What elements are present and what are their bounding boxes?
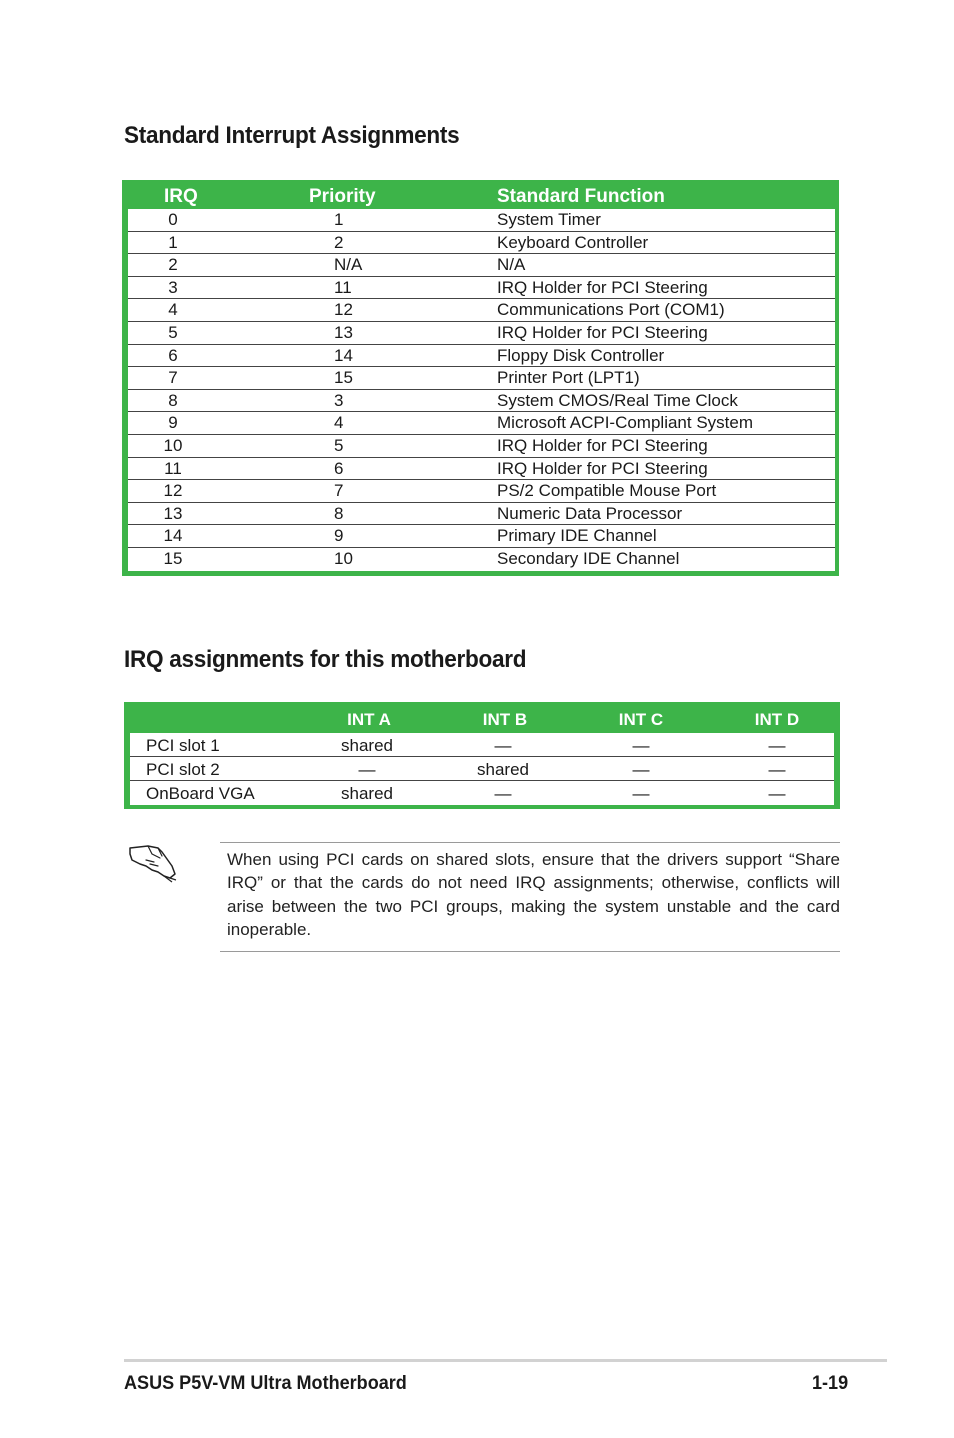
device-cell: PCI slot 2 [146, 760, 220, 779]
int-c-cell: — [632, 760, 650, 779]
int-c-cell: — [632, 784, 650, 803]
irq-cell: 5 [168, 322, 178, 342]
table-body [128, 209, 835, 571]
table-row [128, 367, 835, 390]
priority-cell: 14 [334, 345, 353, 365]
function-cell: Microsoft ACPI-Compliant System [497, 413, 754, 433]
int-a-cell: shared [341, 736, 393, 755]
footer-product-name: ASUS P5V-VM Ultra Motherboard [124, 1373, 407, 1394]
header-priority: Priority [309, 186, 376, 207]
irq-cell: 4 [168, 300, 178, 320]
int-d-cell: — [768, 784, 786, 803]
priority-cell: 5 [334, 435, 344, 455]
header-int-d: INT D [754, 710, 800, 729]
priority-cell: 4 [334, 413, 344, 433]
irq-cell: 13 [163, 503, 183, 523]
note-bottom-rule [220, 951, 840, 952]
function-cell: Communications Port (COM1) [497, 300, 725, 320]
int-b-cell: — [494, 736, 512, 755]
standard-interrupt-table [122, 180, 839, 576]
irq-cell: 12 [163, 481, 183, 501]
priority-cell: 13 [334, 322, 353, 342]
priority-cell: N/A [334, 255, 363, 275]
irq-cell: 1 [168, 232, 178, 252]
header-int-a: INT A [347, 710, 391, 729]
table-row [130, 781, 834, 805]
irq-cell: 15 [163, 548, 183, 568]
function-cell: Floppy Disk Controller [497, 345, 665, 365]
table-header [122, 180, 839, 208]
irq-assignment-table [124, 702, 840, 809]
device-cell: PCI slot 1 [146, 736, 220, 755]
function-cell: System CMOS/Real Time Clock [497, 390, 738, 410]
note-text: When using PCI cards on shared slots, ensure that the drivers support “Share IRQ” or that the cards do not need IRQ assignments; otherwise, conflicts will arise between the two PCI groups, making the system unstable and the card inoperable. [227, 850, 840, 939]
int-b-cell: shared [477, 760, 529, 779]
irq-cell: 7 [168, 368, 178, 388]
table-row [128, 277, 835, 300]
function-cell: IRQ Holder for PCI Steering [497, 435, 708, 455]
int-a-cell: shared [341, 784, 393, 803]
priority-cell: 7 [334, 481, 344, 501]
function-cell: Printer Port (LPT1) [497, 368, 640, 388]
function-cell: PS/2 Compatible Mouse Port [497, 481, 717, 501]
irq-cell: 11 [164, 458, 182, 478]
table-row [128, 525, 835, 548]
irq-cell: 0 [168, 210, 178, 229]
function-cell: IRQ Holder for PCI Steering [497, 322, 708, 342]
table-header [124, 702, 840, 732]
irq-cell: 2 [168, 255, 178, 275]
function-cell: Primary IDE Channel [497, 526, 657, 546]
section-title-irq-assignments: IRQ assignments for this motherboard [124, 646, 527, 673]
table-row [128, 503, 835, 526]
priority-cell: 2 [334, 232, 344, 252]
table-row [130, 757, 834, 781]
device-cell: OnBoard VGA [146, 784, 255, 803]
table-row [128, 412, 835, 435]
table-row [128, 299, 835, 322]
table-row [128, 254, 835, 277]
header-int-c: INT C [618, 710, 664, 729]
irq-cell: 3 [168, 277, 178, 297]
table-body [130, 733, 834, 805]
priority-cell: 3 [334, 390, 344, 410]
function-cell: IRQ Holder for PCI Steering [497, 458, 708, 478]
section-title-standard-interrupts: Standard Interrupt Assignments [124, 122, 460, 149]
header-int-b: INT B [482, 710, 528, 729]
hand-pointer-icon [128, 840, 178, 884]
table-row [128, 548, 835, 571]
footer-page-number: 1-19 [812, 1373, 849, 1394]
irq-cell: 8 [168, 390, 178, 410]
function-cell: Numeric Data Processor [497, 503, 683, 523]
int-c-cell: — [632, 736, 650, 755]
priority-cell: 11 [334, 277, 352, 297]
function-cell: N/A [497, 255, 526, 275]
table-row [128, 322, 835, 345]
table-row [128, 232, 835, 255]
header-irq: IRQ [164, 186, 198, 207]
table-row [128, 390, 835, 413]
int-b-cell: — [494, 784, 512, 803]
table-row [128, 435, 835, 458]
function-cell: System Timer [497, 210, 601, 229]
irq-cell: 9 [168, 413, 178, 433]
header-standard-function: Standard Function [497, 186, 665, 207]
function-cell: IRQ Holder for PCI Steering [497, 277, 708, 297]
priority-cell: 10 [334, 548, 353, 568]
table-row [128, 480, 835, 503]
priority-cell: 1 [334, 210, 344, 229]
table-row [128, 209, 835, 232]
table-row [128, 458, 835, 481]
irq-cell: 14 [163, 526, 183, 546]
function-cell: Secondary IDE Channel [497, 548, 680, 568]
priority-cell: 9 [334, 526, 344, 546]
int-a-cell: — [358, 760, 376, 779]
table-row [130, 733, 834, 757]
int-d-cell: — [768, 760, 786, 779]
int-d-cell: — [768, 736, 786, 755]
priority-cell: 6 [334, 458, 344, 478]
table-row [128, 345, 835, 368]
note-top-rule [220, 842, 840, 843]
priority-cell: 8 [334, 503, 344, 523]
function-cell: Keyboard Controller [497, 232, 649, 252]
irq-cell: 6 [168, 345, 178, 365]
footer-rule [124, 1359, 887, 1362]
priority-cell: 15 [334, 368, 353, 388]
priority-cell: 12 [334, 300, 353, 320]
irq-cell: 10 [163, 435, 183, 455]
